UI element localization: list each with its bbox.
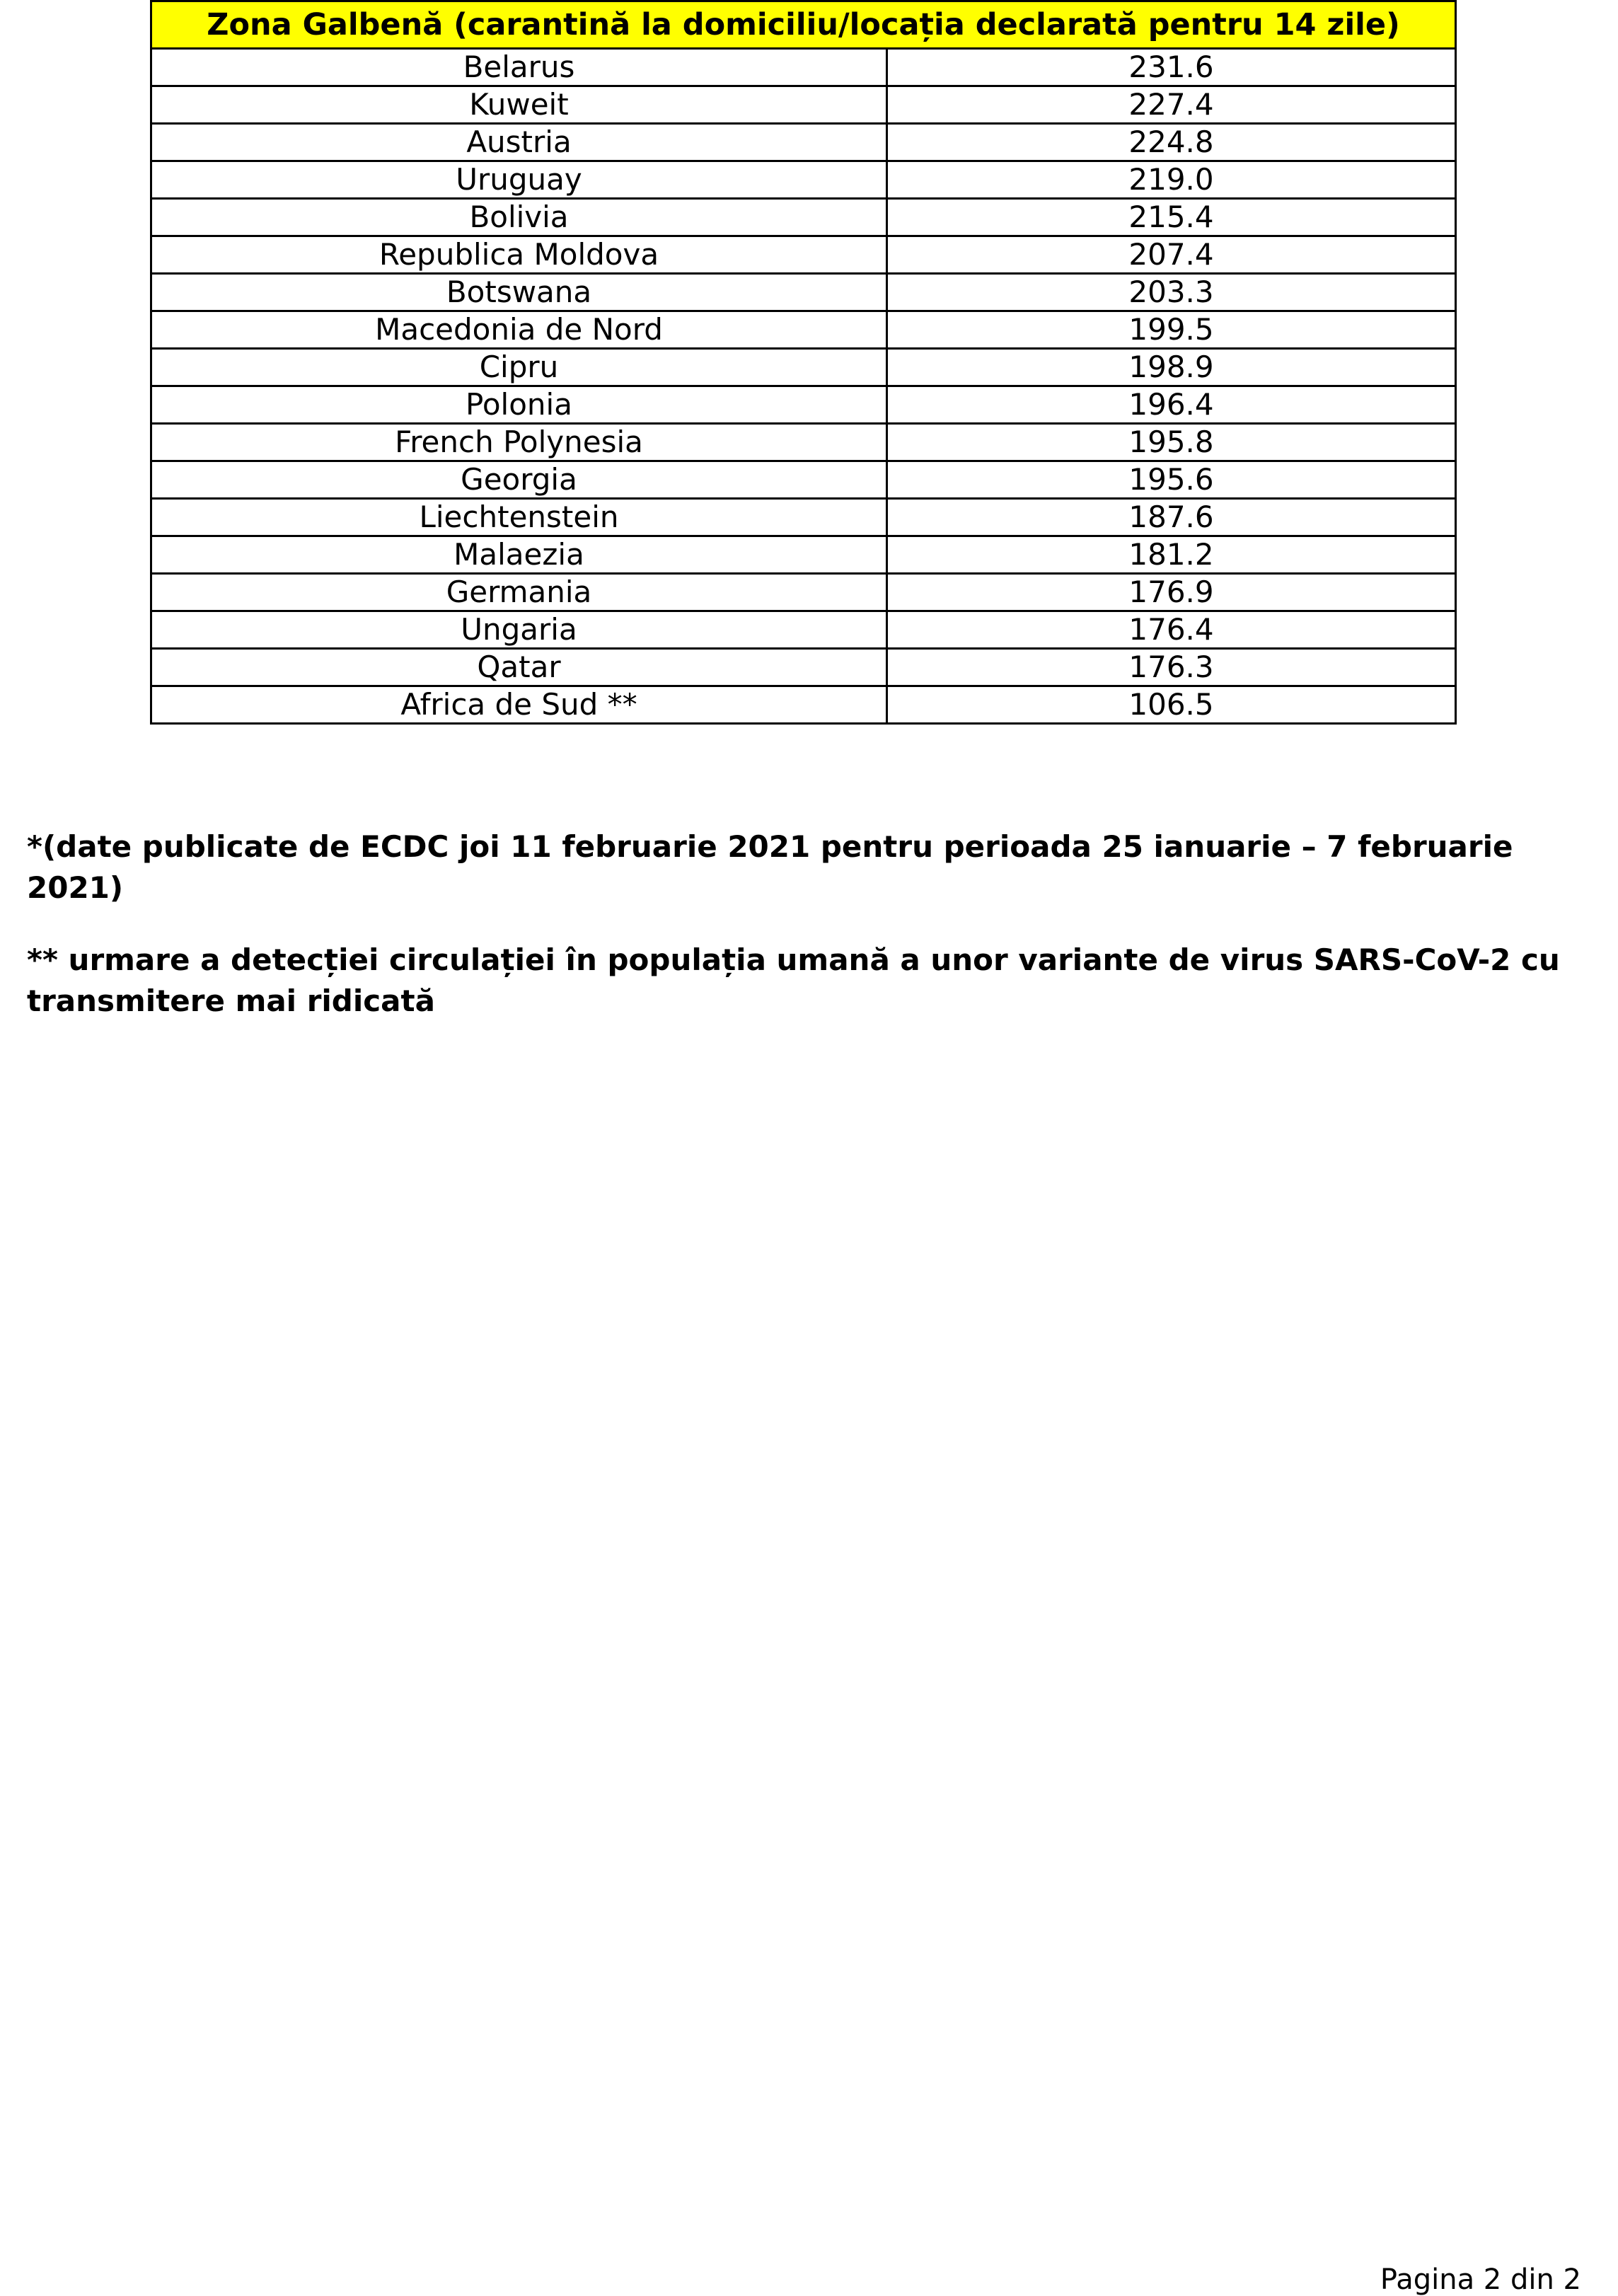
country-cell: Belarus — [151, 49, 887, 86]
value-cell: 203.3 — [887, 274, 1456, 311]
value-cell: 196.4 — [887, 386, 1456, 424]
table-row — [151, 49, 1456, 86]
value-cell: 215.4 — [887, 199, 1456, 236]
country-cell: Germania — [151, 574, 887, 611]
country-cell: Republica Moldova — [151, 236, 887, 274]
country-cell: Bolivia — [151, 199, 887, 236]
table-row — [151, 124, 1456, 161]
country-cell: Africa de Sud ** — [151, 686, 887, 724]
table-row — [151, 161, 1456, 199]
value-cell: 106.5 — [887, 686, 1456, 724]
value-cell: 224.8 — [887, 124, 1456, 161]
table-row — [151, 461, 1456, 499]
value-cell: 199.5 — [887, 311, 1456, 349]
value-cell: 195.6 — [887, 461, 1456, 499]
value-cell: 227.4 — [887, 86, 1456, 124]
table-row — [151, 649, 1456, 686]
country-cell: Malaezia — [151, 536, 887, 574]
table-row — [151, 499, 1456, 536]
country-cell: Qatar — [151, 649, 887, 686]
country-cell: Austria — [151, 124, 887, 161]
table-row — [151, 311, 1456, 349]
table-row — [151, 349, 1456, 386]
table-header-row — [151, 1, 1456, 49]
country-cell: Botswana — [151, 274, 887, 311]
value-cell: 176.4 — [887, 611, 1456, 649]
country-cell: Cipru — [151, 349, 887, 386]
page-number: Pagina 2 din 2 — [1380, 2263, 1581, 2296]
country-cell: Ungaria — [151, 611, 887, 649]
table-row — [151, 386, 1456, 424]
value-cell: 207.4 — [887, 236, 1456, 274]
value-cell: 181.2 — [887, 536, 1456, 574]
table-row — [151, 86, 1456, 124]
variants-note: ** urmare a detecției circulației în populația umană a unor variante de virus SARS-CoV-2 cu transmitere mai ridicată — [27, 942, 1560, 1018]
country-cell: Kuweit — [151, 86, 887, 124]
country-cell: Liechtenstein — [151, 499, 887, 536]
country-cell: French Polynesia — [151, 424, 887, 461]
table-row — [151, 199, 1456, 236]
value-cell: 187.6 — [887, 499, 1456, 536]
value-cell: 176.9 — [887, 574, 1456, 611]
country-cell: Macedonia de Nord — [151, 311, 887, 349]
table-row — [151, 274, 1456, 311]
table-row — [151, 236, 1456, 274]
country-cell: Uruguay — [151, 161, 887, 199]
value-cell: 231.6 — [887, 49, 1456, 86]
table-row — [151, 686, 1456, 724]
yellow-zone-table — [150, 0, 1457, 725]
country-cell: Georgia — [151, 461, 887, 499]
value-cell: 198.9 — [887, 349, 1456, 386]
source-note: *(date publicate de ECDC joi 11 februarie 2021 pentru perioada 25 ianuarie – 7 februarie 2021) — [27, 829, 1513, 905]
value-cell: 176.3 — [887, 649, 1456, 686]
value-cell: 219.0 — [887, 161, 1456, 199]
country-cell: Polonia — [151, 386, 887, 424]
table-row — [151, 611, 1456, 649]
table-row — [151, 536, 1456, 574]
value-cell: 195.8 — [887, 424, 1456, 461]
table-row — [151, 574, 1456, 611]
table-header: Zona Galbenă (carantină la domiciliu/locația declarată pentru 14 zile) — [151, 1, 1456, 49]
table-row — [151, 424, 1456, 461]
